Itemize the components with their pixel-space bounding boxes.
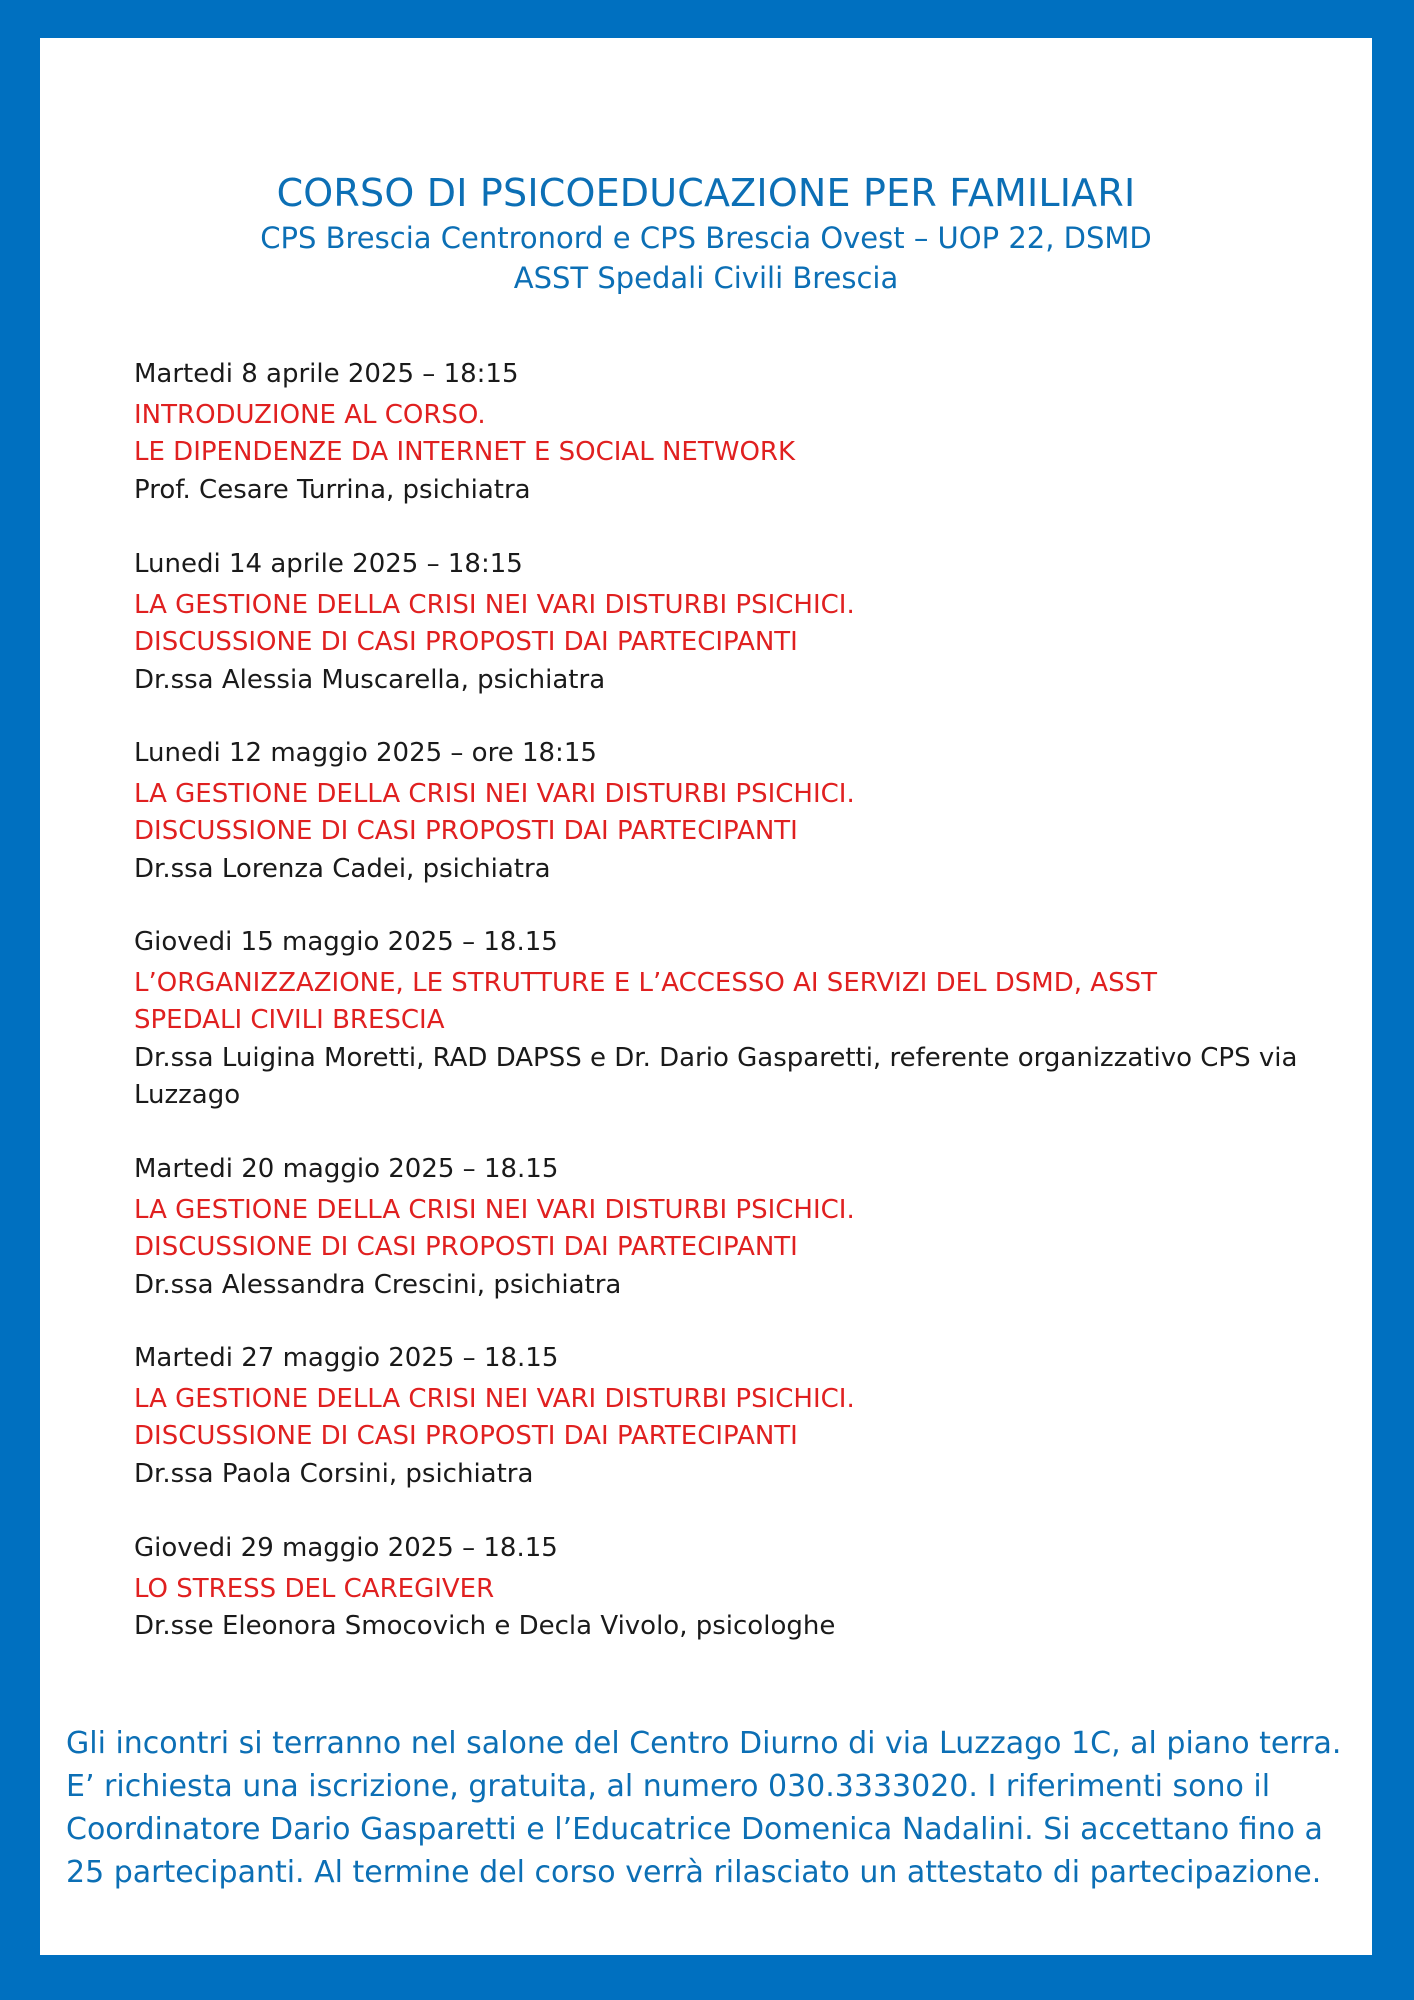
event-topic: LO STRESS DEL CAREGIVER — [134, 1573, 495, 1604]
info-line: E’ richiesta una iscrizione, gratuita, al numero 030.3333020. I riferimenti sono il — [66, 1769, 1271, 1804]
event-topic: DISCUSSIONE DI CASI PROPOSTI DAI PARTECIPANTI — [134, 816, 798, 846]
event-item — [134, 735, 1334, 888]
event-topic: LA GESTIONE DELLA CRISI NEI VARI DISTURBI PSICHICI. — [134, 589, 855, 620]
event-topic: LE DIPENDENZE DA INTERNET E SOCIAL NETWORK — [134, 437, 796, 467]
course-title: CORSO DI PSICOEDUCAZIONE PER FAMILIARI — [276, 171, 1136, 215]
event-date: Giovedi 15 maggio 2025 – 18.15 — [134, 927, 558, 957]
event-speaker: Dr.sse Eleonora Smocovich e Decla Vivolo, psicologhe — [134, 1611, 836, 1641]
info-line: 25 partecipanti. Al termine del corso verrà rilasciato un attestato di partecipazione. — [66, 1855, 1322, 1890]
course-institution: ASST Spedali Civili Brescia — [513, 261, 899, 295]
course-info — [66, 1722, 1356, 1894]
course-organizer: CPS Brescia Centronord e CPS Brescia Ovest – UOP 22, DSMD — [260, 221, 1152, 255]
event-date: Giovedi 29 maggio 2025 – 18.15 — [134, 1533, 558, 1563]
event-topic: SPEDALI CIVILI BRESCIA — [134, 1005, 445, 1035]
event-topic: DISCUSSIONE DI CASI PROPOSTI DAI PARTECIPANTI — [134, 1421, 798, 1451]
event-topic: INTRODUZIONE AL CORSO. — [134, 399, 486, 430]
event-date: Martedi 20 maggio 2025 – 18.15 — [134, 1154, 559, 1184]
event-speaker: Dr.ssa Alessia Muscarella, psichiatra — [134, 664, 606, 695]
flyer-header — [40, 168, 1372, 298]
flyer-page — [40, 38, 1372, 1955]
event-topic: LA GESTIONE DELLA CRISI NEI VARI DISTURBI PSICHICI. — [134, 778, 855, 809]
event-date: Martedi 27 maggio 2025 – 18.15 — [134, 1343, 559, 1373]
event-item — [134, 924, 1334, 1115]
event-date: Martedi 8 aprile 2025 – 18:15 — [134, 359, 519, 389]
event-topic: LA GESTIONE DELLA CRISI NEI VARI DISTURBI PSICHICI. — [134, 1194, 855, 1225]
info-line: Coordinatore Dario Gasparetti e l’Educatrice Domenica Nadalini. Si accettano fino a — [66, 1812, 1323, 1847]
event-item — [134, 1340, 1334, 1493]
event-date: Lunedi 12 maggio 2025 – ore 18:15 — [134, 738, 597, 768]
event-speaker: Dr.ssa Paola Corsini, psichiatra — [134, 1458, 534, 1489]
event-speaker: Prof. Cesare Turrina, psichiatra — [134, 474, 531, 505]
event-speaker: Dr.ssa Luigina Moretti, RAD DAPSS e Dr. Dario Gasparetti, referente organizzativo CPS via Luzzago — [134, 1042, 1298, 1110]
info-line: Gli incontri si terranno nel salone del Centro Diurno di via Luzzago 1C, al piano terra. — [66, 1726, 1342, 1761]
event-item — [134, 1530, 1334, 1646]
event-topic: LA GESTIONE DELLA CRISI NEI VARI DISTURBI PSICHICI. — [134, 1383, 855, 1414]
event-topic: DISCUSSIONE DI CASI PROPOSTI DAI PARTECIPANTI — [134, 627, 798, 657]
event-speaker: Dr.ssa Alessandra Crescini, psichiatra — [134, 1269, 622, 1300]
event-topic: DISCUSSIONE DI CASI PROPOSTI DAI PARTECIPANTI — [134, 1232, 798, 1262]
event-topic: L’ORGANIZZAZIONE, LE STRUTTURE E L’ACCESSO AI SERVIZI DEL DSMD, ASST — [134, 967, 1157, 998]
event-date: Lunedi 14 aprile 2025 – 18:15 — [134, 549, 523, 579]
event-speaker: Dr.ssa Lorenza Cadei, psichiatra — [134, 853, 551, 884]
event-item — [134, 356, 1334, 509]
event-item — [134, 1151, 1334, 1304]
event-item — [134, 546, 1334, 699]
